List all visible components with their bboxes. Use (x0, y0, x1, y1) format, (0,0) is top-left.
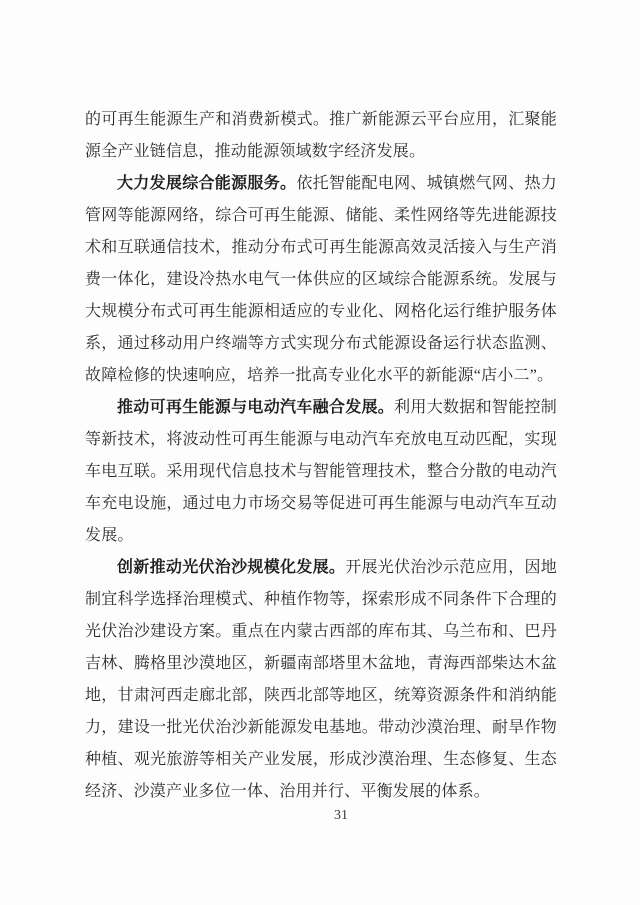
paragraph-continuation (85, 104, 557, 168)
paragraph-text: 依托智能配电网、城镇燃气网、热力管网等能源网络，综合可再生能源、储能、柔性网络等先进能源技术和互联通信技术，推动分布式可再生能源高效灵活接入与生产消费一体化，建设冷热水电气一体供应的区域综合能源系统。发展与大规模分布式可再生能源相适应的专业化、网格化运行维护服务体系，通过移动用户终端等方式实现分布式能源设备运行状态监测、故障检修的快速响应，培养一批高专业化水平的新能源“店小二”。 (85, 175, 558, 384)
paragraph-text: 的可再生能源生产和消费新模式。推广新能源云平台应用，汇聚能源全产业链信息，推动能源领域数字经济发展。 (85, 111, 557, 160)
text-block (85, 104, 557, 808)
paragraph-lead: 创新推动光伏治沙规模化发展。 (117, 559, 346, 576)
paragraph-lead: 大力发展综合能源服务。 (117, 175, 297, 192)
paragraph-text: 利用大数据和智能控制等新技术，将波动性可再生能源与电动汽车充放电互动匹配，实现车电互联。采用现代信息技术与智能管理技术，整合分散的电动汽车充电设施，通过电力市场交易等促进可再生能源与电动汽车互动发展。 (85, 399, 557, 544)
paragraph-integrated-energy-services (85, 168, 557, 392)
paragraph-text: 开展光伏治沙示范应用，因地制宜科学选择治理模式、种植作物等，探索形成不同条件下合理的光伏治沙建设方案。重点在内蒙古西部的库布其、乌兰布和、巴丹吉林、腾格里沙漠地区，新疆南部塔里木盆地，青海西部柴达木盆地，甘肃河西走廊北部，陕西北部等地区，统筹资源条件和消纳能力，建设一批光伏治沙新能源发电基地。带动沙漠治理、耐旱作物种植、观光旅游等相关产业发展，形成沙漠治理、生态修复、生态经济、沙漠产业多位一体、治用并行、平衡发展的体系。 (85, 559, 557, 800)
paragraph-pv-desert-control (85, 552, 557, 808)
paragraph-renewables-ev-integration (85, 392, 557, 552)
paragraph-lead: 推动可再生能源与电动汽车融合发展。 (117, 399, 395, 416)
page-number: 31 (334, 808, 348, 823)
